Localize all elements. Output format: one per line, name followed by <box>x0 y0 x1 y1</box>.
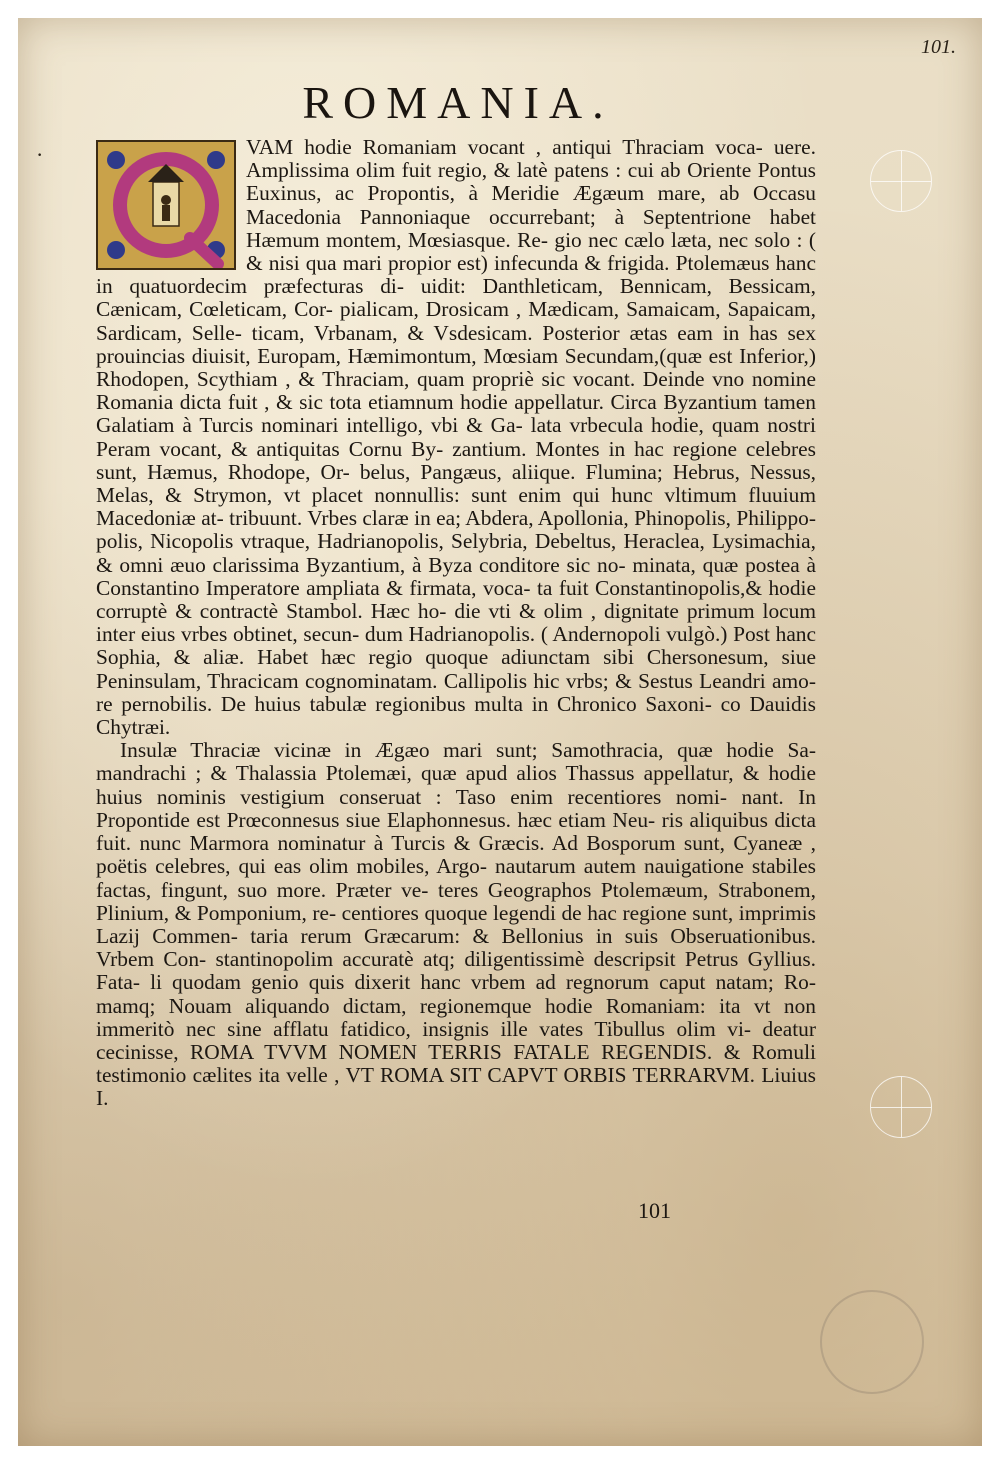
body-text <box>96 136 816 1111</box>
text-line: mandrachi ; & Thalassia Ptolemæi, quæ apud alios Thassus appellatur, & <box>96 761 769 786</box>
text-line: diuisit, Europam, Hæmimontum, Mœsiam Secundam,(quæ est Inferior,) <box>191 343 817 368</box>
text-line: re pernobilis. De huius tabulæ regionibus multa in Chronico Saxoni- <box>96 691 721 716</box>
document-page <box>18 18 982 1446</box>
page-number: 101 <box>638 1198 671 1223</box>
text-line: uidit: Danthleticam, Bennicam, Bessicam, Cænicam, Cœleticam, Cor- <box>96 274 816 322</box>
watermark-globe-icon <box>870 1076 932 1138</box>
text-line: Rhodopen, Scythiam , & Thraciam, quam propriè sic vocant. Deinde <box>96 367 713 392</box>
text-line: zantium. Montes in hac regione celebres sunt, Hæmus, Rhodope, Or- <box>96 436 816 484</box>
text-line: nant. In Propontide est Prœconnesus siue Elaphonnesus. hæc etiam Neu- <box>96 784 816 832</box>
text-line: taria rerum Græcarum: & Bellonius in suis Obseruationibus. Vrbem Con- <box>96 923 816 972</box>
paragraph-2 <box>96 739 816 1110</box>
text-line: li quodam genio quis dixerit hanc vrbem ad regnorum caput natam; Ro- <box>150 970 816 995</box>
text-line: Oriente Pontus Euxinus, ac Propontis, à Meridie Ægæum <box>246 158 816 206</box>
text-line: mare, ab Occasu Macedonia Pannoniaque occurrebant; <box>246 181 816 229</box>
text-line: minata, quæ postea à Constantino Imperatore ampliata & firmata, voca- <box>96 552 816 600</box>
text-line: polis, Nicopolis vtraque, Hadrianopolis, Selybria, Debeltus, Heraclea, <box>96 529 713 554</box>
text-line: Thracicam cognominatam. Callipolis hic vrbs; & Sestus Leandri amo- <box>207 668 816 693</box>
page-title: ROMANIA. <box>302 77 614 128</box>
text-line: stantinopolim accuratè atq; diligentissimè descripsit Petrus Gyllius. Fata- <box>96 947 817 995</box>
text-line: ris aliquibus dicta fuit. nunc Marmora nominatur à Turcis & Græcis. Ad <box>96 807 816 856</box>
text-line: TERRARVM. Liuius I. <box>96 1063 817 1111</box>
folio-number: 101. <box>921 36 956 58</box>
text-line: vno nomine Romania dicta fuit , & sic tota etiamnum hodie appellatur. <box>96 367 816 415</box>
library-stamp-icon <box>820 1290 924 1394</box>
text-line: nautarum autem nauigatione stabiles factas, fingunt, suo more. Præter ve- <box>96 854 817 902</box>
text-line: uere. Amplissima olim fuit regio, & latè patens : cui ab <box>246 135 816 183</box>
text-line: pialicam, Drosicam , Mædicam, Samaicam, Sapaicam, Sardicam, Selle- <box>96 297 817 345</box>
text-line: Habet hæc regio quoque adiunctam sibi Chersonesum, siue Peninsulam, <box>96 645 816 693</box>
text-line: à Septentrione habet Hæmum montem, Mœsiasque. Re- <box>246 204 817 252</box>
text-line: Bosporum sunt, Cyaneæ , poëtis celebres, qui eas olim mobiles, Argo- <box>96 831 816 879</box>
text-line: die vti & olim , dignitate primum locum inter eius vrbes obtinet, secun- <box>96 599 816 647</box>
text-line: ta fuit Constantinopolis,& hodie corruptè & contractè Stambol. Hæc ho- <box>96 575 816 624</box>
text-line: gio nec cælo læta, nec solo : ( & nisi qua mari propior est) <box>246 227 816 276</box>
text-line: infecunda & frigida. Ptolemæus hanc in quatuordecim præfecturas di- <box>96 251 816 299</box>
text-line: hodie huius nominis vestigium conseruat : Taso enim recentiores nomi- <box>96 761 816 809</box>
text-line: vt placet nonnullis: sunt enim qui hunc vltimum fluuium Macedoniæ at- <box>96 483 816 531</box>
text-line: deatur cecinisse, ROMA TVVM NOMEN TERRIS FATALE REGENDIS. <box>96 1016 816 1064</box>
text-line: teres Geographos Ptolemæum, Strabonem, Plinium, & Pomponium, re- <box>96 877 816 925</box>
text-line: & Romuli testimonio cælites ita velle , VT ROMA SIT CAPVT ORBIS <box>96 1039 816 1088</box>
watermark-globe-icon <box>870 150 932 212</box>
text-line: tribuunt. Vrbes claræ in ea; Abdera, Apollonia, Phinopolis, Philippo- <box>229 506 816 531</box>
text-line: dum Hadrianopolis. ( Andernopoli vulgò.) Post hanc Sophia, & aliæ. <box>96 622 816 670</box>
text-line: mamq; Nouam aliquando dictam, regionemque hodie Romaniam: ita vt <box>96 993 784 1018</box>
text-line: VAM hodie Romaniam vocant , antiqui Thraciam voca- <box>246 135 774 159</box>
text-line: ticam, Vrbanam, & Vsdesicam. Posterior ætas eam in has sex prouincias <box>96 320 816 368</box>
text-line: belus, Pangæus, aliique. Flumina; Hebrus, Nessus, Melas, & Strymon, <box>96 459 817 508</box>
illuminated-initial-q-icon <box>96 140 236 270</box>
text-line: Circa Byzantium tamen Galatiam à Turcis nominari intelligo, vbi & Ga- <box>96 390 816 438</box>
text-line: non immeritò nec sine afflatu fatidico, insignis ille vates Tibullus olim vi- <box>96 993 816 1041</box>
margin-mark: · <box>36 142 44 167</box>
text-line: lata vrbecula hodie, quam nostri Peram vocant, & antiquitas Cornu By- <box>96 413 816 461</box>
text-line: Lysimachia, & omni æuo clarissima Byzantium, à Byza conditore sic no- <box>96 529 816 577</box>
text-line: co Dauidis Chytræi. <box>96 691 816 740</box>
text-line: Insulæ Thraciæ vicinæ in Ægæo mari sunt; Samothracia, quæ hodie Sa- <box>120 738 816 763</box>
text-line: centiores quoque legendi de hac regione sunt, imprimis Lazij Commen- <box>96 900 817 948</box>
